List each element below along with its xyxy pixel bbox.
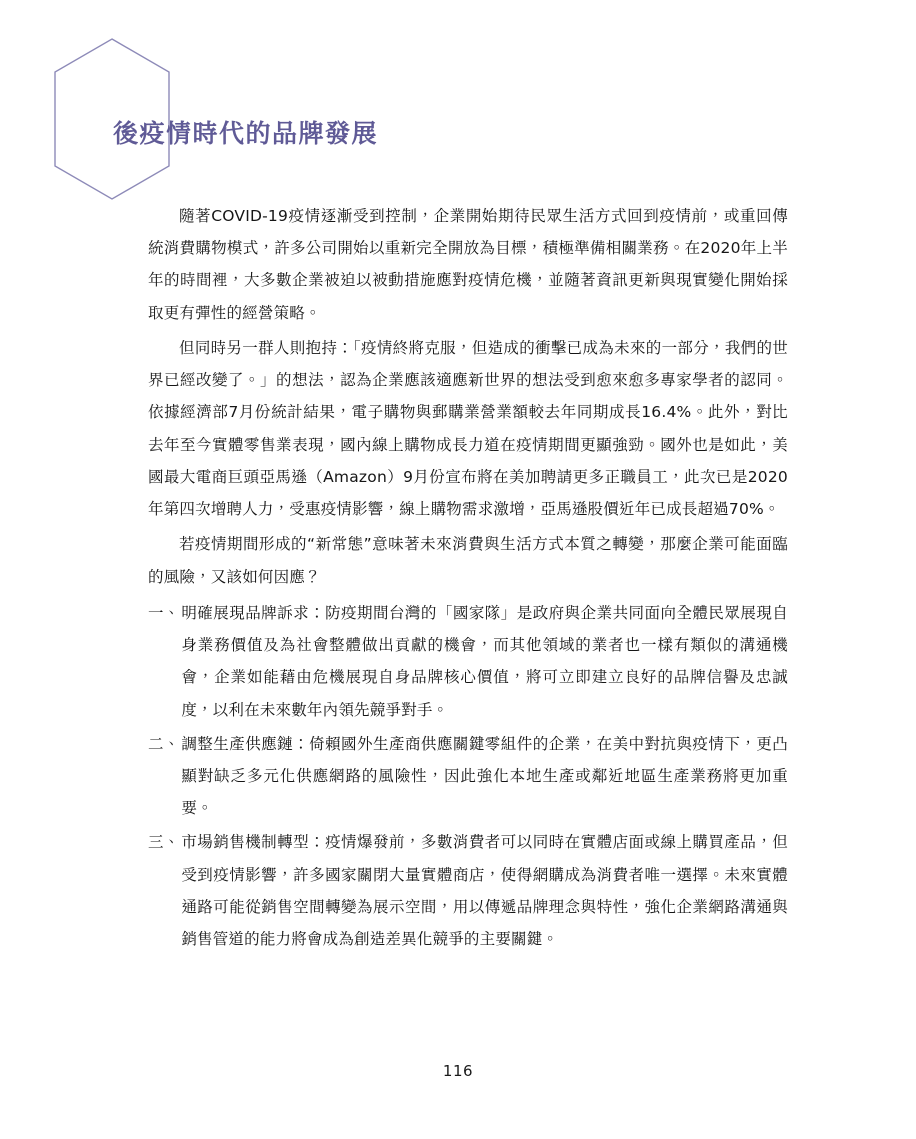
paragraph-1: 隨著COVID-19疫情逐漸受到控制，企業開始期待民眾生活方式回到疫情前，或重回傳統消費購物模式，許多公司開始以重新完全開放為目標，積極準備相關業務。在2020年上半年的時間裡，大多數企業被迫以被動措施應對疫情危機，並隨著資訊更新與現實變化開始採取更有彈性的經營策略。 (148, 207, 788, 322)
list-item (148, 728, 788, 825)
paragraph-2: 但同時另一群人則抱持：「疫情終將克服，但造成的衝擊已成為未來的一部分，我們的世界已經改變了。」的想法，認為企業應該適應新世界的想法受到愈來愈多專家學者的認同。依據經濟部7月份統計結果，電子購物與郵購業營業額較去年同期成長16.4%。此外，對比去年至今實體零售業表現，國內線上購物成長力道在疫情期間更顯強勁。國外也是如此，美國最大電商巨頭亞馬遜（Amazon）9月份宣布將在美加聘請更多正職員工，此次已是2020年第四次增聘人力，受惠疫情影響，線上購物需求激增，亞馬遜股價近年已成長超過70%。 (148, 338, 788, 519)
list-item (148, 826, 788, 955)
list-item-marker: 一、 (148, 603, 180, 622)
page-title: 後疫情時代的品牌發展 (113, 119, 379, 148)
title-block (113, 118, 813, 151)
list-item-text: 調整生產供應鏈：倚賴國外生產商供應關鍵零組件的企業，在美中對抗與疫情下，更凸顯對缺乏多元化供應網路的風險性，因此強化本地生產或鄰近地區生產業務將更加重要。 (181, 734, 788, 818)
paragraph-3: 若疫情期間形成的“新常態”意味著未來消費與生活方式本質之轉變，那麼企業可能面臨的風險，又該如何因應？ (148, 535, 788, 586)
numbered-list (148, 597, 788, 956)
list-item-text: 市場銷售機制轉型：疫情爆發前，多數消費者可以同時在實體店面或線上購買產品，但受到疫情影響，許多國家關閉大量實體商店，使得網購成為消費者唯一選擇。未來實體通路可能從銷售空間轉變為展示空間，用以傳遞品牌理念與特性，強化企業網路溝通與銷售管道的能力將會成為創造差異化競爭的主要關鍵。 (181, 833, 788, 949)
list-item (148, 597, 788, 726)
list-item-marker: 二、 (148, 734, 180, 753)
article-body (148, 200, 788, 957)
page-number: 116 (442, 1062, 474, 1080)
list-item-text: 明確展現品牌訴求：防疫期間台灣的「國家隊」是政府與企業共同面向全體民眾展現自身業務價值及為社會整體做出貢獻的機會，而其他領域的業者也一樣有類似的溝通機會，企業如能藉由危機展現自身品牌核心價值，將可立即建立良好的品牌信譽及忠誠度，以利在未來數年內領先競爭對手。 (181, 603, 788, 719)
list-item-marker: 三、 (148, 833, 180, 852)
